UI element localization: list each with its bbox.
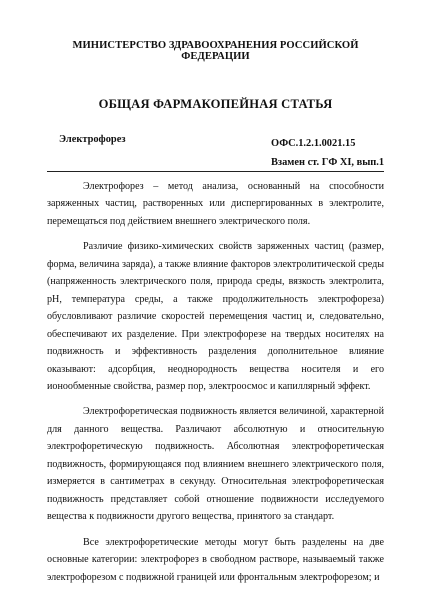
article-meta [271,134,384,172]
article-code: ОФС.1.2.1.0021.15 [271,138,356,149]
paragraph: Электрофорез – метод анализа, основанный на способности заряженных частиц, растворенных или диспергированных в электролите, перемещаться под действием внешнего электрического поля. [47,181,384,227]
article-type-heading: ОБЩАЯ ФАРМАКОПЕЙНАЯ СТАТЬЯ [98,97,333,111]
paragraph: Все электрофоретические методы могут быть разделены на две основные категории: электрофорез в свободном растворе, называемый также электрофорезом с подвижной границей или фронтальным электрофорезом; и [47,536,384,583]
header-divider [47,171,384,172]
ministry-heading: МИНИСТЕРСТВО ЗДРАВООХРАНЕНИЯ РОССИЙСКОЙ ФЕДЕРАЦИИ [72,40,359,62]
article-body [47,178,384,586]
paragraph: Различие физико-химических свойств заряженных частиц (размер, форма, величина заряда), а также влияние факторов электролитической среды (напряженность электрического поля, природа среды, вязкость электролита, pH, температура среды, а также продолжительность электрофореза) обусловливают различие скоростей перемещения частиц и, следовательно, обеспечивают их разделение. При электрофорезе на твердых носителях на подвижность и эффективность разделения дополнительное влияние оказывают: адсорбция, неоднородность вещества носителя и его ионообменные свойства, размер пор, электроосмос и капиллярный эффект. [47,241,384,392]
article-title: Электрофорез [59,134,126,145]
replaces-note: Взамен ст. ГФ XI, вып.1 [271,157,385,168]
paragraph: Электрофоретическая подвижность является величиной, характерной для данного вещества. Различают абсолютную и относительную электрофоретическую подвижность. Абсолютная электрофоретическая подвижность, формирующаяся под влиянием внешнего электрического поля, измеряется в сантиметрах в секунду. Относительная электрофоретическая подвижность представляет собой отношение подвижности исследуемого вещества к подвижности другого вещества, принятого за стандарт. [47,406,384,523]
